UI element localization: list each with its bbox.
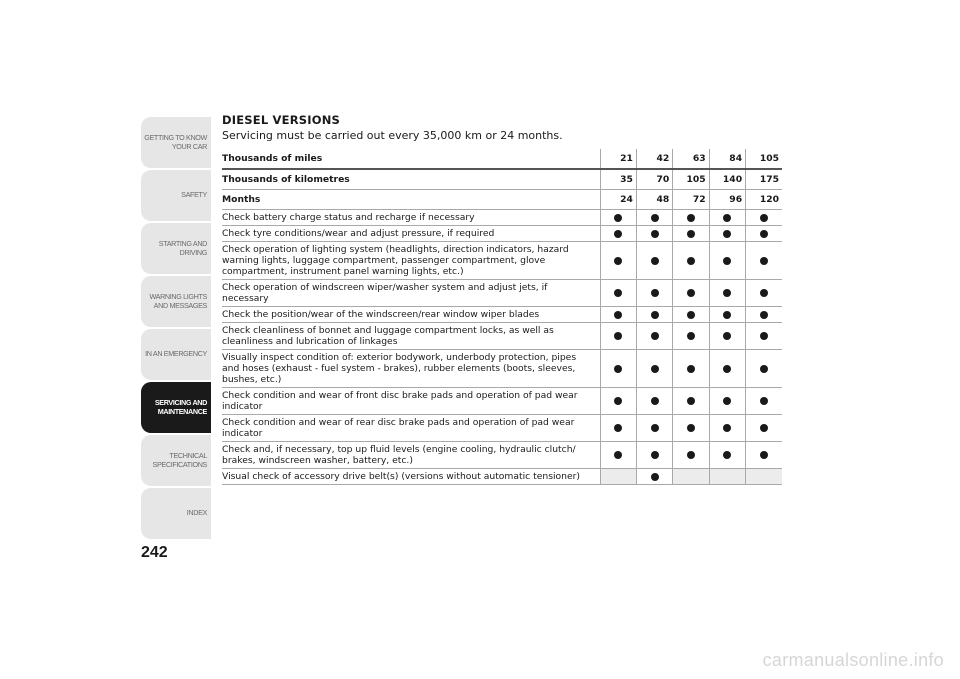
chapter-tab-label: STARTING AND DRIVING — [158, 239, 207, 257]
bullet-icon — [760, 424, 768, 432]
bullet-icon — [723, 332, 731, 340]
watermark: carmanualsonline.info — [762, 650, 944, 670]
bullet-icon — [687, 289, 695, 297]
table-row — [222, 280, 782, 307]
service-mark — [673, 307, 709, 323]
interval-value: 140 — [709, 169, 745, 190]
table-row — [222, 442, 782, 469]
bullet-icon — [614, 365, 622, 373]
empty-cell — [709, 469, 745, 485]
bullet-icon — [687, 311, 695, 319]
service-mark — [600, 442, 636, 469]
interval-value: 70 — [636, 169, 672, 190]
bullet-icon — [760, 257, 768, 265]
interval-value: 105 — [746, 149, 782, 169]
service-mark — [636, 469, 672, 485]
service-mark — [673, 280, 709, 307]
service-mark — [636, 442, 672, 469]
intro-text: Servicing must be carried out every 35,000 km or 24 months. — [222, 129, 563, 142]
bullet-icon — [651, 214, 659, 222]
bullet-icon — [651, 332, 659, 340]
service-mark — [636, 350, 672, 388]
interval-value: 105 — [673, 169, 709, 190]
header-row — [222, 169, 782, 190]
service-mark — [709, 226, 745, 242]
table-row — [222, 307, 782, 323]
chapter-tab-label: SERVICING AND MAINTENANCE — [154, 398, 207, 416]
service-mark — [709, 442, 745, 469]
bullet-icon — [760, 397, 768, 405]
bullet-icon — [723, 424, 731, 432]
bullet-icon — [760, 451, 768, 459]
service-mark — [673, 226, 709, 242]
bullet-icon — [687, 257, 695, 265]
service-mark — [709, 210, 745, 226]
service-mark — [600, 280, 636, 307]
table-row — [222, 210, 782, 226]
service-mark — [600, 242, 636, 280]
chapter-tab-label: SAFETY — [181, 190, 207, 200]
interval-value: 21 — [600, 149, 636, 169]
table-row — [222, 350, 782, 388]
service-mark — [600, 323, 636, 350]
bullet-icon — [614, 214, 622, 222]
service-mark — [709, 307, 745, 323]
task-description: Check and, if necessary, top up fluid levels (engine cooling, hydraulic clutch/ brakes, windscreen washer, battery, etc.) — [222, 442, 600, 469]
chapter-tabs — [141, 117, 211, 541]
task-description: Check tyre conditions/wear and adjust pressure, if required — [222, 226, 600, 242]
service-mark — [636, 210, 672, 226]
bullet-icon — [760, 289, 768, 297]
interval-value: 63 — [673, 149, 709, 169]
task-description: Check condition and wear of front disc brake pads and operation of pad wear indicator — [222, 388, 600, 415]
chapter-tab-label: GETTING TO KNOW YOUR CAR — [144, 133, 207, 151]
service-mark — [673, 323, 709, 350]
task-description: Visual check of accessory drive belt(s) (versions without automatic tensioner) — [222, 469, 600, 485]
chapter-tab-label: IN AN EMERGENCY — [145, 349, 207, 359]
table-row — [222, 388, 782, 415]
bullet-icon — [614, 332, 622, 340]
service-mark — [600, 307, 636, 323]
service-mark — [636, 323, 672, 350]
service-mark — [600, 350, 636, 388]
interval-value: 42 — [636, 149, 672, 169]
task-description: Check condition and wear of rear disc brake pads and operation of pad wear indicator — [222, 415, 600, 442]
bullet-icon — [723, 230, 731, 238]
header-label: Thousands of miles — [222, 149, 600, 169]
service-mark — [673, 350, 709, 388]
bullet-icon — [651, 397, 659, 405]
service-mark — [673, 415, 709, 442]
service-mark — [709, 280, 745, 307]
chapter-tab-1[interactable] — [141, 170, 211, 221]
interval-value: 48 — [636, 190, 672, 210]
service-mark — [600, 415, 636, 442]
bullet-icon — [760, 311, 768, 319]
header-label: Months — [222, 190, 600, 210]
chapter-tab-0[interactable] — [141, 117, 211, 168]
service-mark — [709, 323, 745, 350]
bullet-icon — [614, 397, 622, 405]
service-mark — [673, 242, 709, 280]
service-mark — [673, 210, 709, 226]
service-mark — [746, 226, 782, 242]
bullet-icon — [687, 424, 695, 432]
bullet-icon — [614, 257, 622, 265]
bullet-icon — [651, 311, 659, 319]
page-number: 242 — [141, 544, 168, 561]
bullet-icon — [651, 230, 659, 238]
interval-value: 96 — [709, 190, 745, 210]
bullet-icon — [760, 365, 768, 373]
bullet-icon — [651, 451, 659, 459]
chapter-tab-7[interactable] — [141, 488, 211, 539]
task-description: Check battery charge status and recharge if necessary — [222, 210, 600, 226]
interval-value: 120 — [746, 190, 782, 210]
bullet-icon — [614, 451, 622, 459]
header-label: Thousands of kilometres — [222, 169, 600, 190]
table-row — [222, 226, 782, 242]
table-row — [222, 469, 782, 485]
table-row — [222, 323, 782, 350]
chapter-tab-2[interactable] — [141, 223, 211, 274]
chapter-tab-4[interactable] — [141, 329, 211, 380]
bullet-icon — [687, 214, 695, 222]
task-description: Check the position/wear of the windscreen/rear window wiper blades — [222, 307, 600, 323]
task-description: Check operation of lighting system (headlights, direction indicators, hazard warning lights, luggage compartment, passenger compartment, glove compartment, instrument panel warning lights, etc.) — [222, 242, 600, 280]
interval-value: 24 — [600, 190, 636, 210]
table-row — [222, 242, 782, 280]
chapter-tab-3[interactable] — [141, 276, 211, 327]
bullet-icon — [723, 257, 731, 265]
bullet-icon — [614, 424, 622, 432]
bullet-icon — [723, 397, 731, 405]
service-mark — [746, 280, 782, 307]
chapter-tab-5[interactable] — [141, 382, 211, 433]
service-mark — [636, 307, 672, 323]
service-mark — [636, 226, 672, 242]
service-mark — [636, 415, 672, 442]
bullet-icon — [651, 424, 659, 432]
service-mark — [746, 442, 782, 469]
service-mark — [746, 323, 782, 350]
service-mark — [636, 280, 672, 307]
interval-value: 84 — [709, 149, 745, 169]
task-description: Visually inspect condition of: exterior bodywork, underbody protection, pipes and hoses (exhaust - fuel system - brakes), rubber elements (boots, sleeves, bushes, etc.) — [222, 350, 600, 388]
bullet-icon — [723, 214, 731, 222]
service-mark — [673, 388, 709, 415]
task-description: Check operation of windscreen wiper/washer system and adjust jets, if necessary — [222, 280, 600, 307]
service-mark — [636, 242, 672, 280]
header-row — [222, 149, 782, 169]
service-mark — [746, 210, 782, 226]
bullet-icon — [687, 397, 695, 405]
empty-cell — [673, 469, 709, 485]
section-title: DIESEL VERSIONS — [222, 113, 341, 127]
empty-cell — [600, 469, 636, 485]
service-mark — [746, 388, 782, 415]
service-mark — [636, 388, 672, 415]
interval-value: 72 — [673, 190, 709, 210]
bullet-icon — [687, 230, 695, 238]
service-mark — [673, 442, 709, 469]
interval-value: 175 — [746, 169, 782, 190]
bullet-icon — [651, 365, 659, 373]
service-mark — [600, 210, 636, 226]
chapter-tab-label: TECHNICAL SPECIFICATIONS — [152, 451, 207, 469]
chapter-tab-6[interactable] — [141, 435, 211, 486]
interval-value: 35 — [600, 169, 636, 190]
bullet-icon — [614, 230, 622, 238]
service-mark — [746, 350, 782, 388]
service-mark — [709, 415, 745, 442]
service-mark — [600, 388, 636, 415]
bullet-icon — [651, 473, 659, 481]
bullet-icon — [723, 311, 731, 319]
bullet-icon — [651, 257, 659, 265]
service-mark — [746, 415, 782, 442]
table-row — [222, 415, 782, 442]
service-mark — [600, 226, 636, 242]
bullet-icon — [760, 332, 768, 340]
bullet-icon — [614, 311, 622, 319]
bullet-icon — [723, 365, 731, 373]
service-mark — [746, 242, 782, 280]
bullet-icon — [687, 451, 695, 459]
service-mark — [709, 242, 745, 280]
service-mark — [746, 307, 782, 323]
chapter-tab-label: WARNING LIGHTS AND MESSAGES — [149, 292, 207, 310]
empty-cell — [746, 469, 782, 485]
header-row — [222, 190, 782, 210]
service-mark — [709, 350, 745, 388]
service-mark — [709, 388, 745, 415]
bullet-icon — [614, 289, 622, 297]
bullet-icon — [723, 451, 731, 459]
task-description: Check cleanliness of bonnet and luggage compartment locks, as well as cleanliness and lubrication of linkages — [222, 323, 600, 350]
maintenance-schedule — [222, 113, 782, 485]
bullet-icon — [760, 214, 768, 222]
bullet-icon — [651, 289, 659, 297]
bullet-icon — [687, 365, 695, 373]
bullet-icon — [760, 230, 768, 238]
chapter-tab-label: INDEX — [186, 508, 207, 518]
service-schedule-table — [222, 149, 782, 485]
bullet-icon — [723, 289, 731, 297]
bullet-icon — [687, 332, 695, 340]
